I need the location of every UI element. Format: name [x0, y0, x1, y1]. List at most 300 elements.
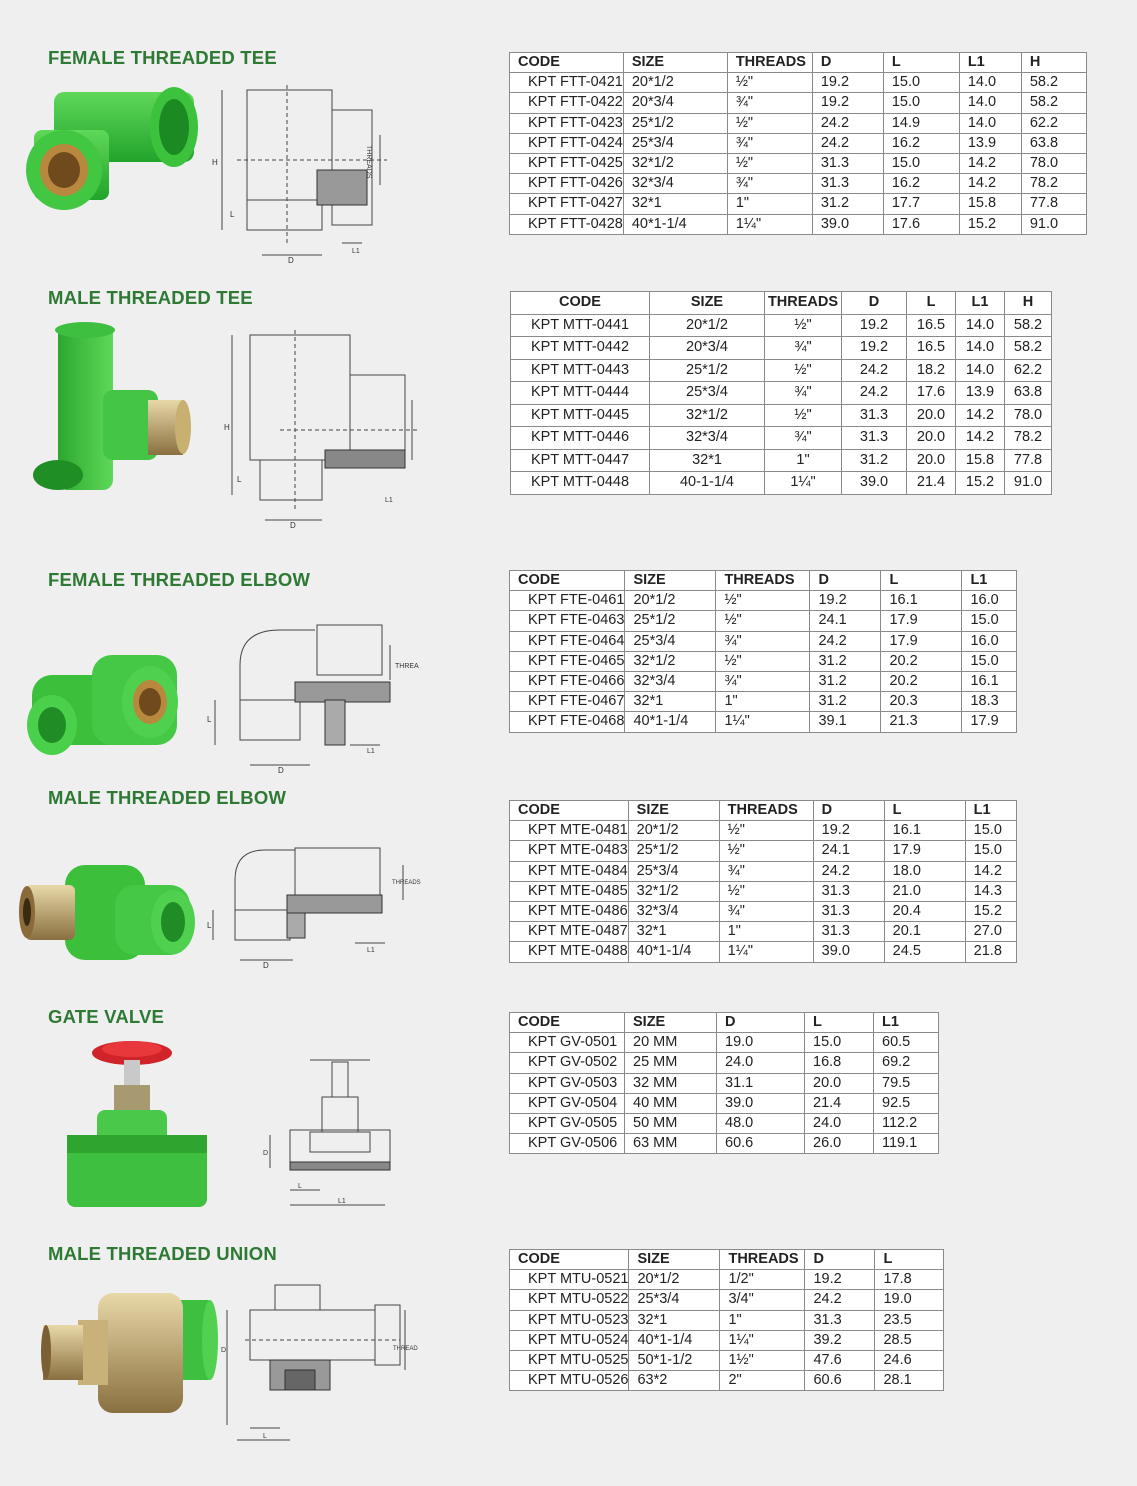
table-cell: 3/4": [720, 1290, 805, 1310]
table-cell: 60.6: [805, 1371, 875, 1391]
table-cell: KPT MTU-0521: [510, 1270, 629, 1290]
label-d: D: [263, 961, 269, 970]
col-size: SIZE: [625, 1013, 717, 1033]
table-cell: KPT MTE-0488: [510, 942, 629, 962]
table-cell: 39.0: [812, 214, 883, 234]
table-cell: 32*3/4: [625, 671, 716, 691]
male-threaded-union-photo: [38, 1285, 218, 1420]
male-threaded-elbow-photo: [15, 860, 195, 965]
table-row: [511, 404, 1052, 427]
table-row: [510, 1330, 944, 1350]
table-cell: 31.2: [842, 449, 907, 472]
label-l: L: [237, 475, 242, 484]
table-cell: KPT FTT-0428: [510, 214, 624, 234]
table-cell: 15.2: [959, 214, 1021, 234]
col-size: SIZE: [625, 571, 716, 591]
table-cell: 20 MM: [625, 1033, 717, 1053]
label-thread: THREAD: [393, 1346, 418, 1352]
table-cell: 1": [720, 1310, 805, 1330]
table-header-row: [510, 571, 1017, 591]
table-cell: 1": [716, 692, 810, 712]
male-threaded-tee-drawing: [220, 330, 435, 530]
table-cell: 20*3/4: [650, 337, 765, 360]
table-cell: 77.8: [1005, 449, 1052, 472]
table-row: [510, 671, 1017, 691]
table-cell: 24.1: [810, 611, 881, 631]
label-l: L: [207, 921, 212, 930]
table-cell: ½": [716, 591, 810, 611]
table-cell: 112.2: [874, 1113, 939, 1133]
table-cell: 17.6: [883, 214, 959, 234]
table-cell: 21.4: [907, 472, 956, 495]
table-cell: ½": [765, 359, 842, 382]
table-cell: 17.6: [907, 382, 956, 405]
col-size: SIZE: [623, 53, 727, 73]
table-cell: ½": [716, 651, 810, 671]
table-row: [510, 1134, 939, 1154]
table-cell: 14.0: [956, 359, 1005, 382]
table-cell: 31.3: [813, 881, 884, 901]
table-row: [510, 194, 1087, 214]
col-code: CODE: [510, 801, 629, 821]
table-cell: KPT MTU-0526: [510, 1371, 629, 1391]
table-cell: 14.0: [959, 113, 1021, 133]
table-cell: KPT MTE-0487: [510, 922, 629, 942]
table-cell: 17.7: [883, 194, 959, 214]
table-cell: 78.0: [1021, 153, 1086, 173]
label-l: L: [207, 715, 212, 724]
gate-valve-table: [509, 1012, 939, 1154]
table-cell: 78.2: [1005, 427, 1052, 450]
table-cell: 40*1-1/4: [625, 712, 716, 732]
table-cell: 31.3: [842, 427, 907, 450]
table-cell: 16.5: [907, 314, 956, 337]
table-cell: 19.2: [810, 591, 881, 611]
table-cell: ¾": [719, 901, 813, 921]
table-cell: 24.2: [812, 133, 883, 153]
table-row: [510, 174, 1087, 194]
table-cell: 39.1: [810, 712, 881, 732]
table-cell: 16.2: [883, 133, 959, 153]
table-cell: ½": [727, 113, 812, 133]
table-cell: 20.4: [884, 901, 965, 921]
table-cell: 62.2: [1021, 113, 1086, 133]
table-cell: 16.0: [962, 631, 1017, 651]
table-cell: ½": [719, 821, 813, 841]
table-cell: KPT MTT-0446: [511, 427, 650, 450]
col-size: SIZE: [650, 292, 765, 315]
table-cell: 1¼": [765, 472, 842, 495]
table-row: [510, 1113, 939, 1133]
label-l1: L1: [385, 497, 393, 504]
table-cell: ¾": [765, 337, 842, 360]
col-size: SIZE: [628, 801, 719, 821]
label-l: L: [298, 1183, 302, 1190]
table-cell: 16.5: [907, 337, 956, 360]
table-cell: 77.8: [1021, 194, 1086, 214]
section-title-male-threaded-elbow: MALE THREADED ELBOW: [48, 787, 287, 808]
table-cell: 21.4: [805, 1093, 874, 1113]
table-cell: 14.0: [959, 73, 1021, 93]
table-cell: 19.0: [717, 1033, 805, 1053]
table-cell: KPT FTT-0421: [510, 73, 624, 93]
table-cell: 21.3: [881, 712, 962, 732]
label-l: L: [230, 210, 235, 219]
label-d: D: [278, 766, 284, 775]
col-l1: L1: [874, 1013, 939, 1033]
col-code: CODE: [510, 571, 625, 591]
table-row: [510, 1371, 944, 1391]
table-cell: KPT MTT-0448: [511, 472, 650, 495]
table-row: [510, 73, 1087, 93]
label-l1: L1: [338, 1198, 346, 1205]
table-cell: 31.3: [805, 1310, 875, 1330]
table-cell: 78.0: [1005, 404, 1052, 427]
table-cell: KPT FTE-0464: [510, 631, 625, 651]
table-cell: 17.9: [881, 631, 962, 651]
table-cell: 17.9: [884, 841, 965, 861]
table-cell: 14.2: [956, 427, 1005, 450]
table-cell: KPT MTT-0444: [511, 382, 650, 405]
table-cell: KPT MTE-0485: [510, 881, 629, 901]
col-l: L: [805, 1013, 874, 1033]
male-threaded-union-table: [509, 1249, 944, 1391]
table-row: [511, 427, 1052, 450]
table-cell: 25*3/4: [650, 382, 765, 405]
table-cell: ½": [719, 841, 813, 861]
table-cell: 16.0: [962, 591, 1017, 611]
table-row: [510, 692, 1017, 712]
table-row: [510, 214, 1087, 234]
table-cell: ¾": [716, 671, 810, 691]
table-cell: KPT FTT-0422: [510, 93, 624, 113]
table-cell: 50*1-1/2: [629, 1350, 720, 1370]
table-cell: 92.5: [874, 1093, 939, 1113]
table-cell: 31.1: [717, 1073, 805, 1093]
section-title-male-threaded-union: MALE THREADED UNION: [48, 1243, 277, 1264]
table-cell: 18.2: [907, 359, 956, 382]
col-h: H: [1005, 292, 1052, 315]
table-cell: KPT MTU-0522: [510, 1290, 629, 1310]
table-cell: KPT MTU-0525: [510, 1350, 629, 1370]
table-cell: KPT GV-0506: [510, 1134, 625, 1154]
table-cell: 40*1-1/4: [623, 214, 727, 234]
table-row: [510, 1093, 939, 1113]
label-threads: THREADS: [392, 880, 421, 886]
table-cell: 20.0: [907, 449, 956, 472]
col-l: L: [881, 571, 962, 591]
table-cell: 20*1/2: [623, 73, 727, 93]
table-cell: 20*1/2: [625, 591, 716, 611]
label-d: D: [221, 1347, 227, 1354]
table-cell: 20.0: [907, 404, 956, 427]
table-cell: 28.1: [875, 1371, 944, 1391]
table-cell: 27.0: [965, 922, 1016, 942]
table-cell: 25*3/4: [623, 133, 727, 153]
table-cell: KPT MTE-0483: [510, 841, 629, 861]
col-l1: L1: [962, 571, 1017, 591]
table-row: [510, 942, 1017, 962]
table-cell: 32*3/4: [623, 174, 727, 194]
table-cell: 1¼": [727, 214, 812, 234]
table-row: [510, 591, 1017, 611]
table-cell: KPT GV-0504: [510, 1093, 625, 1113]
table-cell: 14.2: [959, 174, 1021, 194]
table-cell: 16.2: [883, 174, 959, 194]
table-cell: ¾": [727, 174, 812, 194]
table-cell: 20*3/4: [623, 93, 727, 113]
table-cell: 79.5: [874, 1073, 939, 1093]
table-cell: 1¼": [716, 712, 810, 732]
table-row: [511, 314, 1052, 337]
table-cell: 24.1: [813, 841, 884, 861]
table-cell: 32*1: [629, 1310, 720, 1330]
table-cell: 25*3/4: [628, 861, 719, 881]
table-row: [510, 113, 1087, 133]
label-d: D: [263, 1150, 269, 1157]
section-title-male-threaded-tee: MALE THREADED TEE: [48, 287, 253, 308]
table-cell: 91.0: [1005, 472, 1052, 495]
table-cell: 63*2: [629, 1371, 720, 1391]
table-cell: 19.2: [805, 1270, 875, 1290]
table-cell: 40 MM: [625, 1093, 717, 1113]
table-row: [510, 901, 1017, 921]
table-cell: 18.0: [884, 861, 965, 881]
table-row: [510, 153, 1087, 173]
table-row: [510, 1270, 944, 1290]
table-cell: 25*3/4: [625, 631, 716, 651]
table-cell: 20.2: [881, 651, 962, 671]
label-l1: L1: [352, 248, 360, 255]
table-row: [511, 337, 1052, 360]
table-cell: 13.9: [956, 382, 1005, 405]
table-cell: 32*1: [628, 922, 719, 942]
table-cell: ¾": [765, 382, 842, 405]
table-cell: 47.6: [805, 1350, 875, 1370]
table-cell: 40*1-1/4: [629, 1330, 720, 1350]
col-l1: L1: [959, 53, 1021, 73]
table-cell: KPT FTT-0426: [510, 174, 624, 194]
table-cell: 13.9: [959, 133, 1021, 153]
table-cell: 25 MM: [625, 1053, 717, 1073]
table-cell: 32*3/4: [650, 427, 765, 450]
table-cell: 15.8: [959, 194, 1021, 214]
table-cell: KPT MTT-0442: [511, 337, 650, 360]
table-cell: 18.3: [962, 692, 1017, 712]
table-header-row: [510, 1250, 944, 1270]
table-cell: 14.2: [956, 404, 1005, 427]
table-cell: 62.2: [1005, 359, 1052, 382]
table-cell: 19.2: [812, 73, 883, 93]
table-row: [510, 1310, 944, 1330]
col-l1: L1: [956, 292, 1005, 315]
table-cell: 20.3: [881, 692, 962, 712]
male-threaded-tee-table: [510, 291, 1052, 495]
table-cell: 23.5: [875, 1310, 944, 1330]
table-cell: 17.8: [875, 1270, 944, 1290]
table-cell: 17.9: [881, 611, 962, 631]
table-cell: 15.0: [805, 1033, 874, 1053]
col-threads: THREADS: [727, 53, 812, 73]
col-code: CODE: [511, 292, 650, 315]
table-cell: 14.2: [959, 153, 1021, 173]
table-cell: 24.6: [875, 1350, 944, 1370]
table-cell: 20.0: [907, 427, 956, 450]
table-cell: 16.1: [884, 821, 965, 841]
col-code: CODE: [510, 1250, 629, 1270]
table-cell: ½": [716, 611, 810, 631]
male-threaded-union-drawing: [215, 1280, 430, 1445]
table-cell: 14.2: [965, 861, 1016, 881]
col-d: D: [813, 801, 884, 821]
female-threaded-tee-drawing: [212, 85, 417, 265]
table-cell: 24.0: [805, 1113, 874, 1133]
table-cell: 32*1/2: [625, 651, 716, 671]
table-cell: 60.5: [874, 1033, 939, 1053]
table-cell: 21.0: [884, 881, 965, 901]
table-cell: 69.2: [874, 1053, 939, 1073]
table-cell: 25*1/2: [628, 841, 719, 861]
table-cell: ½": [727, 73, 812, 93]
table-cell: 14.0: [959, 93, 1021, 113]
table-cell: KPT FTT-0424: [510, 133, 624, 153]
table-cell: KPT MTE-0486: [510, 901, 629, 921]
table-cell: 14.9: [883, 113, 959, 133]
female-threaded-tee-table: [509, 52, 1087, 235]
table-cell: 25*1/2: [625, 611, 716, 631]
table-cell: 15.0: [962, 651, 1017, 671]
label-l: L: [263, 1433, 267, 1440]
table-row: [510, 1033, 939, 1053]
table-row: [510, 712, 1017, 732]
col-code: CODE: [510, 1013, 625, 1033]
table-row: [510, 922, 1017, 942]
table-cell: 32*1/2: [650, 404, 765, 427]
table-cell: KPT MTT-0441: [511, 314, 650, 337]
table-cell: 32*1: [623, 194, 727, 214]
col-l: L: [875, 1250, 944, 1270]
section-title-female-threaded-elbow: FEMALE THREADED ELBOW: [48, 569, 311, 590]
col-d: D: [717, 1013, 805, 1033]
table-cell: 58.2: [1005, 337, 1052, 360]
col-l: L: [884, 801, 965, 821]
table-row: [511, 449, 1052, 472]
table-cell: 16.1: [962, 671, 1017, 691]
table-row: [511, 382, 1052, 405]
table-cell: 24.2: [810, 631, 881, 651]
table-row: [510, 1073, 939, 1093]
table-cell: 19.0: [875, 1290, 944, 1310]
table-cell: 24.2: [813, 861, 884, 881]
table-cell: 15.0: [883, 153, 959, 173]
table-cell: ¾": [765, 427, 842, 450]
table-cell: 15.2: [956, 472, 1005, 495]
table-cell: 20*1/2: [628, 821, 719, 841]
table-cell: 15.2: [965, 901, 1016, 921]
table-row: [510, 821, 1017, 841]
table-cell: 1": [727, 194, 812, 214]
table-cell: 39.0: [842, 472, 907, 495]
table-cell: 24.2: [842, 359, 907, 382]
col-h: H: [1021, 53, 1086, 73]
table-cell: KPT FTE-0467: [510, 692, 625, 712]
col-d: D: [805, 1250, 875, 1270]
table-cell: KPT FTE-0465: [510, 651, 625, 671]
col-threads: THREADS: [716, 571, 810, 591]
table-cell: ½": [727, 153, 812, 173]
table-cell: 15.0: [883, 73, 959, 93]
table-cell: 1½": [720, 1350, 805, 1370]
table-cell: 24.2: [805, 1290, 875, 1310]
table-cell: 31.2: [810, 692, 881, 712]
table-cell: 58.2: [1005, 314, 1052, 337]
table-cell: KPT FTE-0463: [510, 611, 625, 631]
table-cell: 15.0: [883, 93, 959, 113]
table-cell: 20.0: [805, 1073, 874, 1093]
table-cell: 31.3: [842, 404, 907, 427]
table-cell: 14.0: [956, 337, 1005, 360]
table-cell: ½": [719, 881, 813, 901]
table-cell: 31.3: [812, 174, 883, 194]
table-row: [510, 881, 1017, 901]
table-header-row: [511, 292, 1052, 315]
table-cell: 16.8: [805, 1053, 874, 1073]
label-threads: THREADS: [365, 145, 372, 179]
table-cell: 25*1/2: [650, 359, 765, 382]
table-cell: 24.2: [812, 113, 883, 133]
female-threaded-tee-photo: [14, 70, 204, 220]
table-row: [510, 133, 1087, 153]
table-cell: 19.2: [812, 93, 883, 113]
table-cell: 40-1-1/4: [650, 472, 765, 495]
table-cell: 32*3/4: [628, 901, 719, 921]
table-cell: 48.0: [717, 1113, 805, 1133]
col-d: D: [842, 292, 907, 315]
table-row: [510, 631, 1017, 651]
label-d: D: [288, 256, 294, 265]
table-cell: 119.1: [874, 1134, 939, 1154]
table-cell: 58.2: [1021, 73, 1086, 93]
col-threads: THREADS: [720, 1250, 805, 1270]
table-cell: ¾": [716, 631, 810, 651]
col-size: SIZE: [629, 1250, 720, 1270]
table-header-row: [510, 53, 1087, 73]
table-cell: KPT GV-0503: [510, 1073, 625, 1093]
table-cell: KPT FTE-0468: [510, 712, 625, 732]
table-cell: ¾": [727, 133, 812, 153]
male-threaded-tee-photo: [18, 320, 198, 500]
table-cell: 32*1/2: [628, 881, 719, 901]
male-threaded-elbow-table: [509, 800, 1017, 963]
col-threads: THREADS: [719, 801, 813, 821]
label-h: H: [212, 158, 218, 167]
table-cell: 31.3: [813, 901, 884, 921]
table-cell: KPT GV-0501: [510, 1033, 625, 1053]
gate-valve-drawing: [260, 1050, 410, 1210]
label-l1: L1: [367, 748, 375, 755]
table-row: [510, 611, 1017, 631]
table-cell: ½": [765, 404, 842, 427]
table-row: [510, 1290, 944, 1310]
table-cell: KPT FTE-0466: [510, 671, 625, 691]
table-cell: 31.3: [812, 153, 883, 173]
table-cell: KPT FTT-0427: [510, 194, 624, 214]
label-l1: L1: [367, 947, 375, 954]
table-cell: 14.3: [965, 881, 1016, 901]
table-cell: KPT MTT-0443: [511, 359, 650, 382]
table-cell: 39.2: [805, 1330, 875, 1350]
label-d: D: [290, 521, 296, 530]
